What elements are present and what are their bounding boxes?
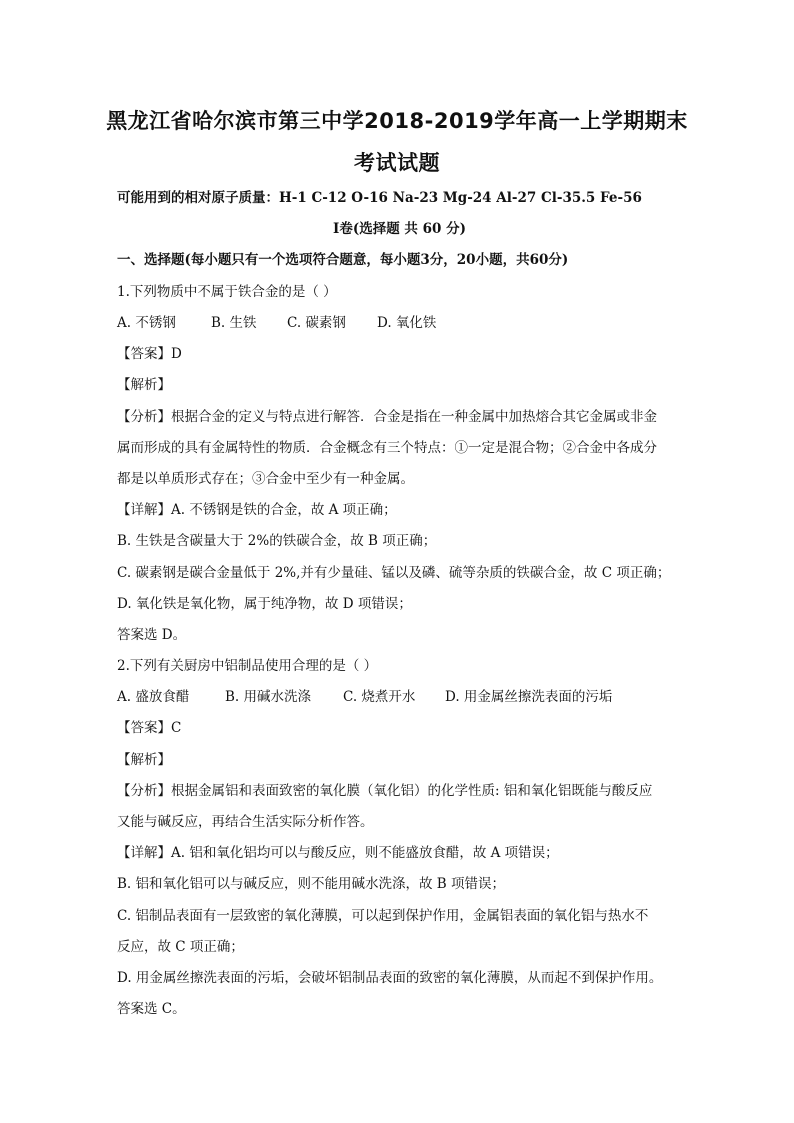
q1-detail-c: C. 碳素钢是碳合金量低于 2%,并有少量硅、锰以及磷、硫等杂质的铁碳合金，故 C 项正确；	[117, 565, 671, 581]
q2-analysis-line1: 【分析】根据金属铝和表面致密的氧化膜（氧化铝）的化学性质: 铝和氧化铝既能与酸反应	[117, 783, 653, 799]
q1-analysis-line3: 都是以单质形式存在；③合金中至少有一种金属。	[117, 471, 414, 487]
q2-options	[117, 685, 682, 705]
q2-option-b: B. 用碱水洗涤	[225, 689, 312, 705]
q1-analysis-label: 【解析】	[117, 377, 171, 393]
doc-title-line2: 考试试题	[354, 151, 440, 175]
q2-detail-c-line2: 反应，故 C 项正确；	[117, 939, 244, 955]
section-heading: 一、选择题(每小题只有一个选项符合题意，每小题3分，20小题，共60分)	[117, 252, 569, 268]
q2-detail-d: D. 用金属丝擦洗表面的污垢，会破坏铝制品表面的致密的氧化薄膜，从而起不到保护作用。	[117, 970, 663, 986]
q2-analysis-line2: 又能与碱反应，再结合生活实际分析作答。	[117, 814, 374, 830]
q2-stem: 2.下列有关厨房中铝制品使用合理的是（ ）	[117, 658, 378, 674]
atomic-masses: 可能用到的相对原子质量：H-1 C-12 O-16 Na-23 Mg-24 Al-27 Cl-35.5 Fe-56	[117, 190, 642, 206]
q2-option-a: A. 盛放食醋	[117, 689, 190, 705]
q1-option-a: A. 不锈钢	[117, 315, 176, 331]
q2-detail-a: 【详解】A. 铝和氧化铝均可以与酸反应，则不能盛放食醋，故 A 项错误；	[117, 845, 559, 861]
q1-conclusion: 答案选 D。	[117, 627, 187, 643]
q2-detail-c-line1: C. 铝制品表面有一层致密的氧化薄膜，可以起到保护作用，金属铝表面的氧化铝与热水不	[117, 908, 649, 924]
q1-detail-d: D. 氧化铁是氧化物，属于纯净物，故 D 项错误；	[117, 596, 412, 612]
q2-detail-b: B. 铝和氧化铝可以与碱反应，则不能用碱水洗涤，故 B 项错误；	[117, 876, 506, 892]
q1-analysis-line1: 【分析】根据合金的定义与特点进行解答．合金是指在一种金属中加热熔合其它金属或非金	[117, 409, 657, 425]
q2-conclusion: 答案选 C。	[117, 1001, 186, 1017]
q1-detail-b: B. 生铁是含碳量大于 2%的铁碳合金，故 B 项正确；	[117, 533, 437, 549]
q1-stem: 1.下列物质中不属于铁合金的是（ ）	[117, 284, 337, 300]
doc-title-line1: 黑龙江省哈尔滨市第三中学2018-2019学年高一上学期期末	[106, 109, 688, 133]
q1-option-d: D. 氧化铁	[377, 315, 437, 331]
q1-options	[117, 311, 682, 331]
q1-detail-a: 【详解】A. 不锈钢是铁的合金，故 A 项正确；	[117, 502, 397, 518]
q1-analysis-line2: 属而形成的具有金属特性的物质．合金概念有三个特点：①一定是混合物；②合金中各成分	[117, 440, 657, 456]
q2-analysis-label: 【解析】	[117, 752, 171, 768]
q2-option-c: C. 烧煮开水	[343, 689, 416, 705]
q1-option-c: C. 碳素钢	[287, 315, 346, 331]
volume-heading: Ⅰ卷(选择题 共 60 分)	[333, 221, 466, 237]
q1-option-b: B. 生铁	[211, 315, 257, 331]
q1-answer: 【答案】D	[117, 346, 182, 362]
q2-answer: 【答案】C	[117, 720, 182, 736]
q2-option-d: D. 用金属丝擦洗表面的污垢	[445, 689, 613, 705]
